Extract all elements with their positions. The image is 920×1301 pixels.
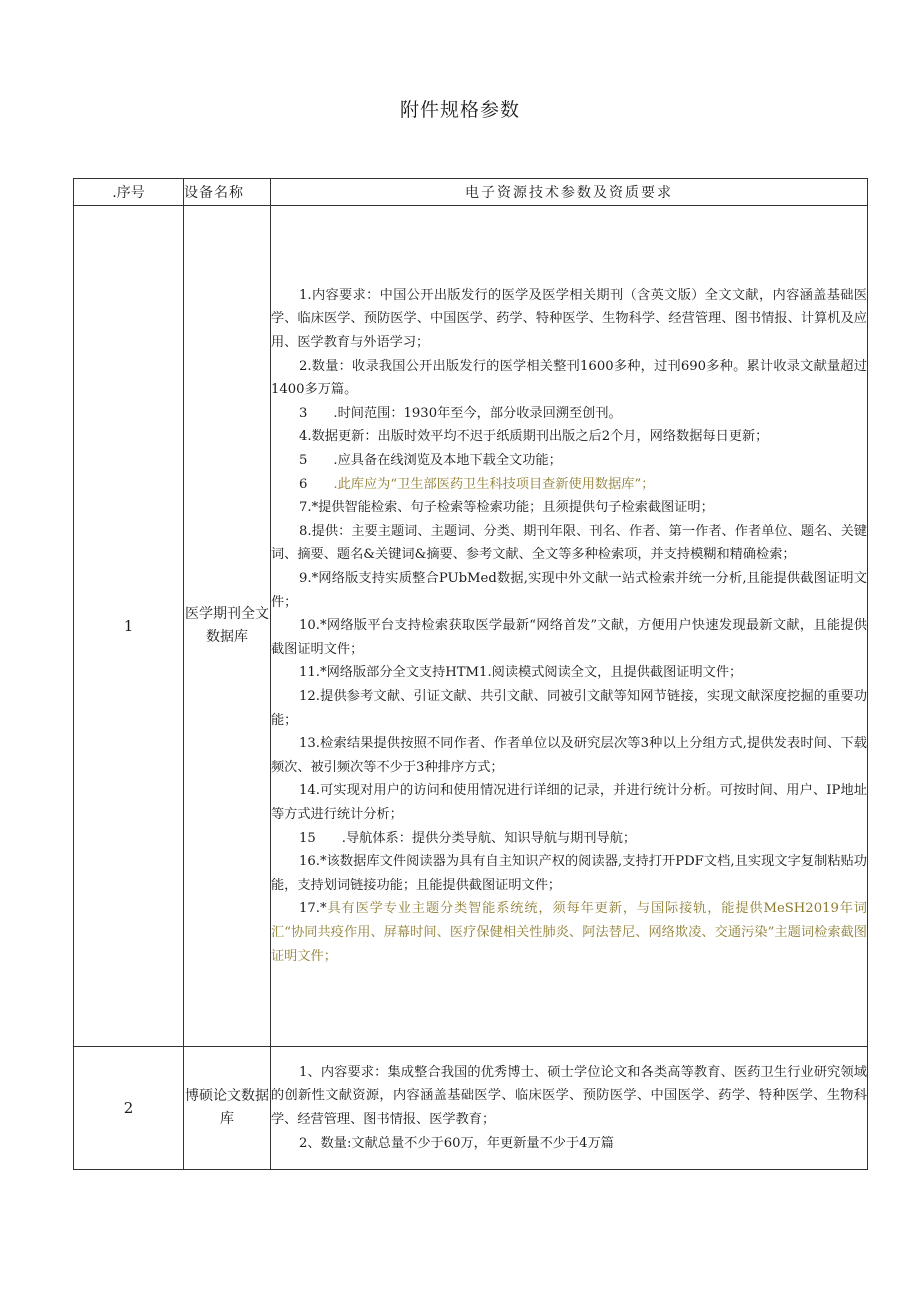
requirement-item: 13.检索结果提供按照不同作者、作者单位以及研究层次等3种以上分组方式,提供发表时间、下载频次、被引频次等不少于3种排序方式； bbox=[271, 736, 867, 775]
page-title: 附件规格参数 bbox=[399, 99, 520, 121]
requirement-item: 1.内容要求：中国公开出版发行的医学及医学相关期刊（含英文版）全文文献，内容涵盖基础医学、临床医学、预防医学、中国医学、药学、特种医学、生物科学、经营管理、图书情报、计算机及应用、医学教育与外语学习； bbox=[271, 287, 867, 351]
table-row bbox=[74, 206, 868, 1047]
requirement-number: 5 bbox=[299, 453, 308, 469]
requirement-item: 12.提供参考文献、引证文献、共引文献、同被引文献等知网节链接，实现文献深度挖掘的重要功能； bbox=[271, 688, 867, 728]
row-number: 2 bbox=[74, 1047, 184, 1170]
requirement-item: 10.*网络版平台支持检索获取医学最新“网络首发”文献，方便用户快速发现最新文献，且能提供截图证明文件； bbox=[271, 618, 867, 657]
requirement-item bbox=[271, 473, 867, 497]
requirement-item: 16.*该数据库文件阅读器为具有自主知识产权的阅读器,支持打开PDF文档,且实现文字复制粘贴功能，支持划词链接功能；且能提供截图证明文件； bbox=[271, 854, 867, 893]
requirement-item: 4.数据更新：出版时效平均不迟于纸质期刊出版之后2个月，网络数据每日更新； bbox=[299, 429, 769, 445]
requirement-prefix: 17.* bbox=[299, 901, 327, 917]
requirement-item: 2.数量：收录我国公开出版发行的医学相关整刊1600多种，过刊690多种。累计收录文献量超过1400多万篇。 bbox=[271, 358, 867, 398]
requirement-text-highlighted: .此库应为“卫生部医药卫生科技项目查新使用数据库”； bbox=[333, 476, 655, 492]
requirement-text: .导航体系：提供分类导航、知识导航与期刊导航； bbox=[341, 830, 637, 846]
requirements-cell bbox=[271, 1047, 868, 1170]
requirement-text-highlighted: 具有医学专业主题分类智能系统统，须每年更新，与国际接轨，能提供MeSH2019年词汇“协同共疫作用、屏幕时间、医疗保健相关性肺炎、阿法替尼、网络欺凌、交通污染”主题词检索截图证明文件； bbox=[271, 901, 867, 964]
requirement-text: .时间范围：1930年至今，部分收录回溯至创刊。 bbox=[333, 405, 622, 421]
requirement-item bbox=[271, 449, 867, 473]
requirement-number: 6 bbox=[299, 476, 308, 492]
table-row bbox=[74, 1047, 868, 1170]
requirement-item: 11.*网络版部分全文支持HTM1.阅读模式阅读全文，且提供截图证明文件； bbox=[299, 665, 743, 681]
requirement-item: 7.*提供智能检索、句子检索等检索功能；且须提供句子检索截图证明； bbox=[299, 500, 714, 516]
requirement-text: .应具备在线浏览及本地下载全文功能； bbox=[333, 453, 562, 469]
requirement-item: 9.*网络版支持实质整合PUbMed数据,实现中外文献一站式检索并统一分析,且能提供截图证明文件； bbox=[271, 571, 867, 610]
requirement-item bbox=[271, 897, 867, 968]
requirements-cell bbox=[271, 206, 868, 1047]
device-name: 医学期刊全文数据库 bbox=[184, 206, 271, 1047]
row-number: 1 bbox=[74, 206, 184, 1047]
requirement-item: 8.提供：主要主题词、主题词、分类、期刊年限、刊名、作者、第一作者、作者单位、题名、关键词、摘要、题名&关键词&摘要、参考文献、全文等多种检索项，并支持模糊和精确检索； bbox=[271, 523, 867, 563]
requirement-number: 3 bbox=[299, 405, 308, 421]
header-device-name: 设备名称 bbox=[184, 179, 271, 206]
header-requirements: 电子资源技术参数及资质要求 bbox=[271, 179, 868, 206]
requirement-item bbox=[271, 827, 867, 851]
requirement-number: 15 bbox=[299, 830, 316, 846]
spec-table bbox=[73, 178, 868, 1170]
table-header-row bbox=[74, 179, 868, 206]
requirement-item: 2、数量:文献总量不少于60万，年更新量不少于4万篇 bbox=[299, 1135, 614, 1151]
requirement-item: 14.可实现对用户的访问和使用情况进行详细的记录，并进行统计分析。可按时间、用户、IP地址等方式进行统计分析； bbox=[271, 783, 867, 822]
requirement-item: 1、内容要求：集成整合我国的优秀博士、硕士学位论文和各类高等教育、医药卫生行业研究领域的创新性文献资源，内容涵盖基础医学、临床医学、预防医学、中国医学、药学、特种医学、生物科学、经营管理、图书情报、医学教育； bbox=[271, 1064, 867, 1127]
header-no: .序号 bbox=[74, 179, 184, 206]
device-name: 博硕论文数据库 bbox=[184, 1047, 271, 1170]
requirement-item bbox=[271, 402, 867, 426]
